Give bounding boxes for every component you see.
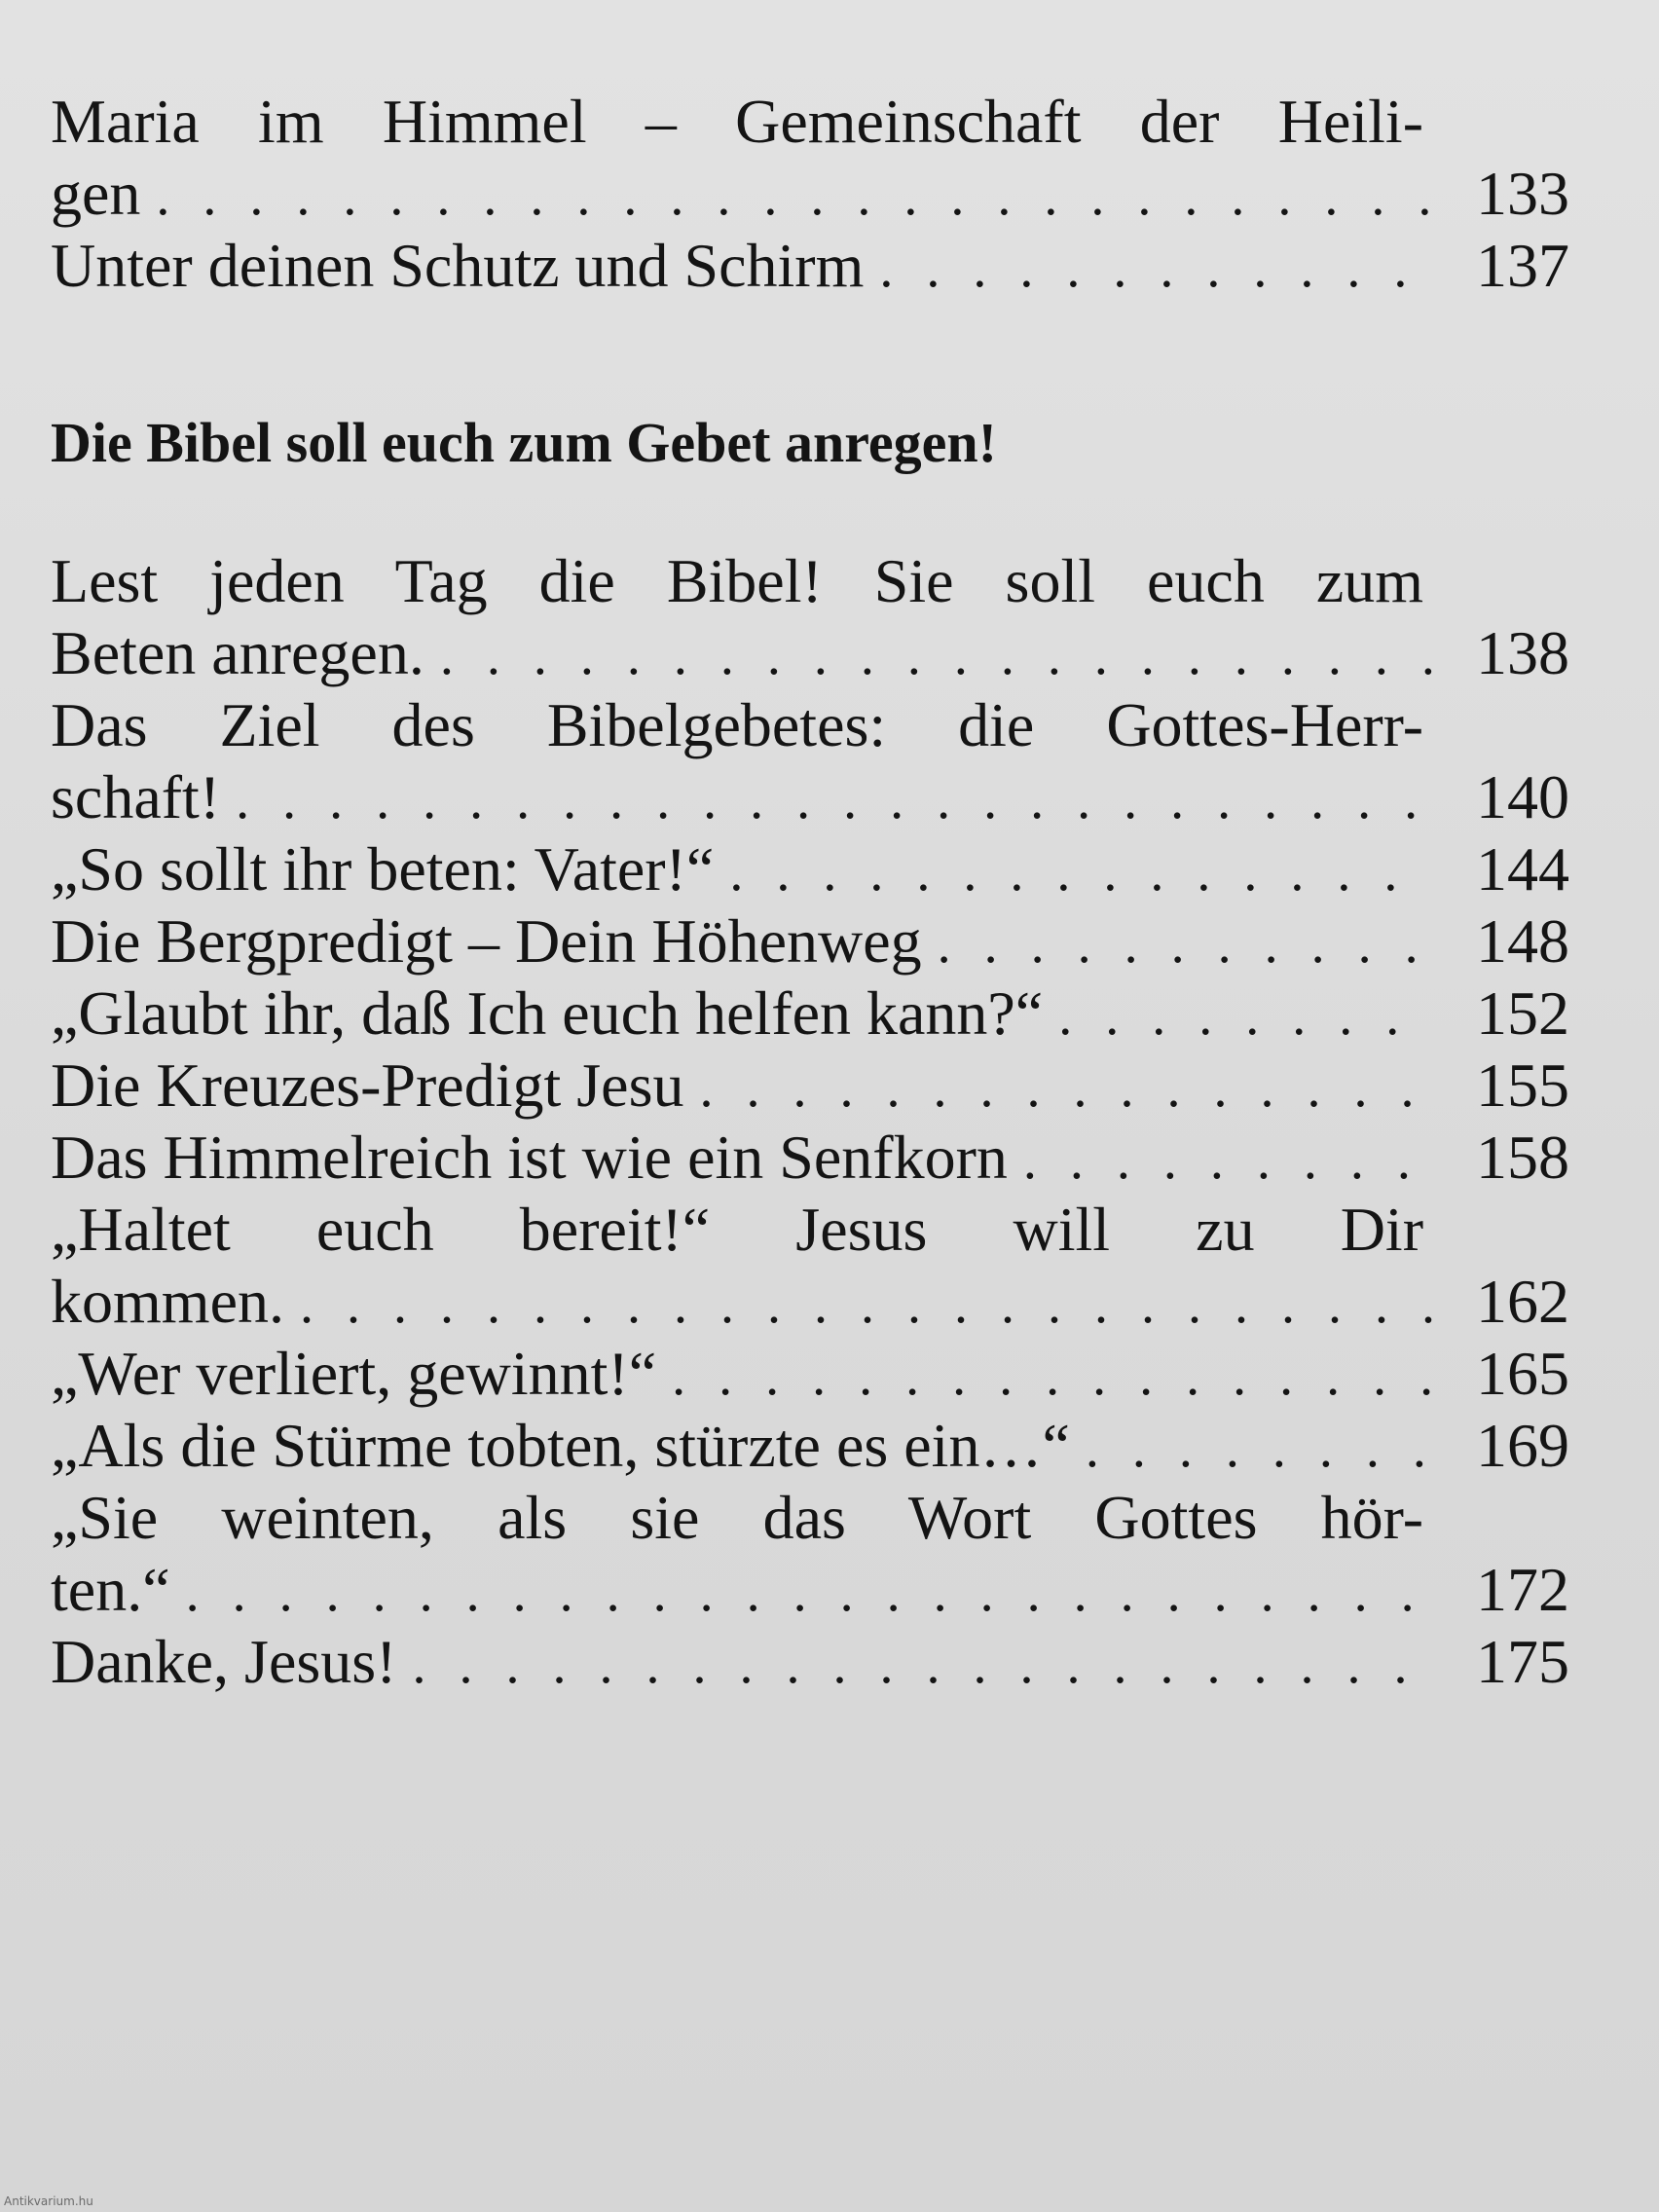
toc-entry-title: „Haltet euch bereit!“ Jesus will zu Dir [51, 1195, 1423, 1264]
toc-entry-line [51, 86, 1569, 158]
toc-entry-title: „Sie weinten, als sie das Wort Gottes hör- [51, 1483, 1423, 1552]
toc-entry [51, 1050, 1569, 1122]
toc-entry [51, 689, 1569, 833]
watermark: Antikvarium.hu [4, 2194, 93, 2208]
toc-page-number: 158 [1476, 1123, 1569, 1192]
toc-entry-line [51, 833, 1569, 905]
toc-page-number: 162 [1476, 1267, 1569, 1336]
toc-entry [51, 230, 1569, 302]
toc-entry [51, 977, 1569, 1050]
toc-entry-line [51, 1554, 1569, 1626]
toc-entry-line [51, 977, 1569, 1050]
toc-entry-line [51, 617, 1569, 689]
toc-entry-line [51, 1626, 1569, 1698]
toc-entry-title: „Als die Stürme tobten, stürzte es ein…“ [51, 1411, 1070, 1480]
toc-entry [51, 1122, 1569, 1194]
toc-entry-title: Danke, Jesus! [51, 1627, 397, 1696]
toc-entry-title: „Glaubt ihr, daß Ich euch helfen kann?“ [51, 978, 1044, 1048]
toc-entry-line [51, 1050, 1569, 1122]
toc-entry [51, 833, 1569, 905]
dot-leader [440, 620, 1433, 689]
toc-entry-line [51, 1122, 1569, 1194]
toc-entry-title: Das Ziel des Bibelgebetes: die Gottes-Herr- [51, 690, 1423, 759]
toc-entry-line [51, 158, 1569, 230]
toc-page-number: 172 [1476, 1555, 1569, 1624]
toc-entry-title: gen [51, 159, 141, 228]
toc-entry-line [51, 230, 1569, 302]
dot-leader [236, 764, 1433, 833]
toc-entry [51, 1626, 1569, 1698]
toc-entry-title: ten.“ [51, 1555, 170, 1624]
section-heading: Die Bibel soll euch zum Gebet anregen! [51, 411, 997, 474]
toc-entry-title: Maria im Himmel – Gemeinschaft der Heili- [51, 87, 1423, 156]
toc-entry-line [51, 1266, 1569, 1338]
toc-page-number: 175 [1476, 1627, 1569, 1696]
dot-leader [938, 908, 1433, 977]
toc-page-number: 152 [1476, 978, 1569, 1048]
toc-page-number: 140 [1476, 762, 1569, 831]
toc-entry [51, 86, 1569, 230]
toc-entry [51, 1194, 1569, 1338]
toc-entry [51, 1482, 1569, 1626]
toc-page-number: 133 [1476, 159, 1569, 228]
toc-entry-title: Die Kreuzes-Predigt Jesu [51, 1051, 684, 1120]
toc-page-number: 169 [1476, 1411, 1569, 1480]
dot-leader [156, 161, 1433, 230]
toc-entry-line [51, 1482, 1569, 1554]
toc-page-number: 144 [1476, 834, 1569, 903]
toc-entry-title: schaft! [51, 762, 221, 831]
dot-leader [186, 1557, 1433, 1626]
toc-entry [51, 1410, 1569, 1482]
dot-leader [1023, 1124, 1433, 1194]
toc-entry-line [51, 545, 1569, 617]
toc-entry [51, 1338, 1569, 1410]
toc-entry-title: Lest jeden Tag die Bibel! Sie soll euch zum [51, 546, 1423, 615]
toc-entry-line [51, 1194, 1569, 1266]
toc-entry-title: kommen. [51, 1267, 284, 1336]
dot-leader [729, 836, 1433, 905]
toc-entry-line [51, 689, 1569, 761]
toc-entry [51, 545, 1569, 689]
dot-leader [879, 233, 1433, 302]
dot-leader [412, 1629, 1433, 1698]
dot-leader [699, 1052, 1433, 1122]
dot-leader [300, 1269, 1433, 1338]
toc-group-bible [51, 545, 1569, 1698]
dot-leader [672, 1341, 1433, 1410]
toc-entry-title: Das Himmelreich ist wie ein Senfkorn [51, 1123, 1008, 1192]
toc-entry-line [51, 1410, 1569, 1482]
toc-page-number: 155 [1476, 1051, 1569, 1120]
toc-entry-line [51, 1338, 1569, 1410]
toc-entry-line [51, 905, 1569, 977]
toc-group-marian [51, 86, 1569, 302]
toc-entry-title: „So sollt ihr beten: Vater!“ [51, 834, 715, 903]
toc-page-number: 148 [1476, 906, 1569, 976]
toc-entry-title: Die Bergpredigt – Dein Höhenweg [51, 906, 922, 976]
toc-entry-title: „Wer verliert, gewinnt!“ [51, 1339, 657, 1408]
toc-page-number: 137 [1476, 231, 1569, 300]
toc-entry-line [51, 761, 1569, 833]
dot-leader [1058, 980, 1433, 1050]
toc-entry [51, 905, 1569, 977]
dot-leader [1086, 1413, 1433, 1482]
toc-page-number: 138 [1476, 618, 1569, 687]
toc-entry-title: Beten anregen. [51, 618, 424, 687]
toc-page-number: 165 [1476, 1339, 1569, 1408]
toc-entry-title: Unter deinen Schutz und Schirm [51, 231, 865, 300]
